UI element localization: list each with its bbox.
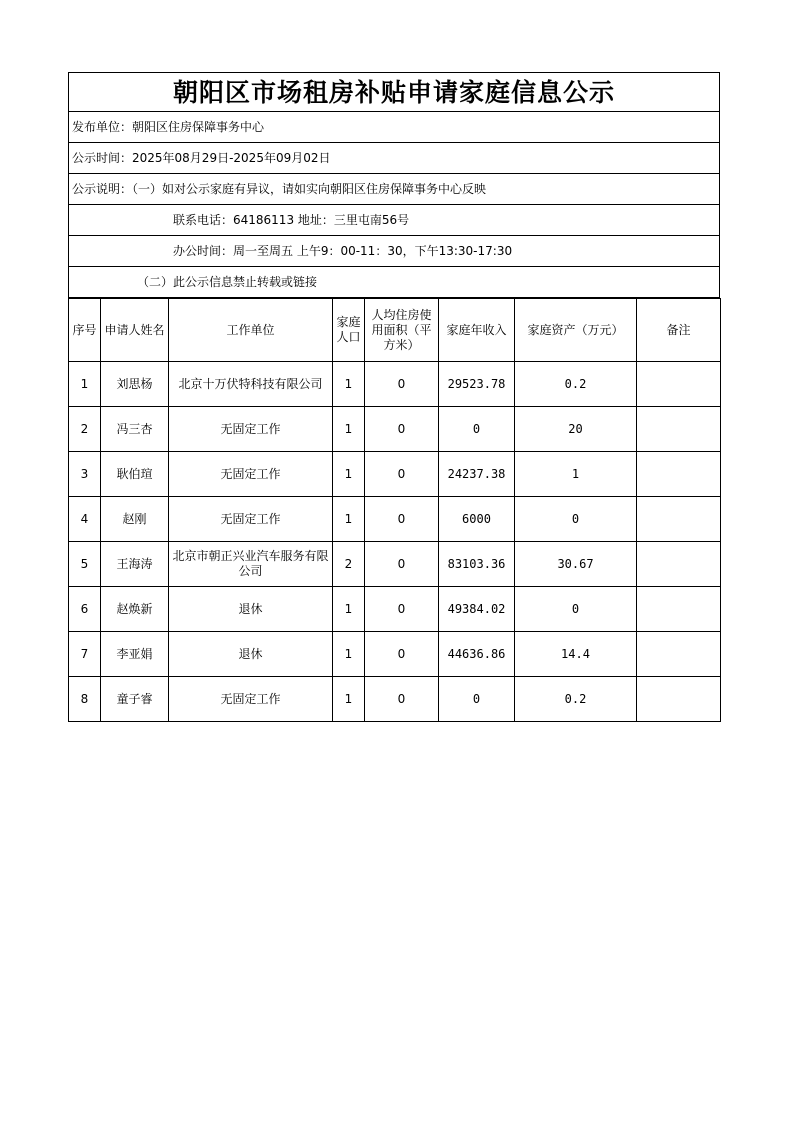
assets-cell: 20: [515, 407, 637, 452]
table-header-row: [69, 299, 721, 362]
employer-cell: 北京市朝正兴业汽车服务有限公司: [169, 542, 333, 587]
applicant-name-cell: 王海涛: [101, 542, 169, 587]
header-area-per-capita: 人均住房使用面积（平方米）: [365, 299, 439, 362]
income-cell: 29523.78: [439, 362, 515, 407]
income-cell: 44636.86: [439, 632, 515, 677]
household-size-cell: 1: [333, 362, 365, 407]
household-size-cell: 1: [333, 452, 365, 497]
announcement-sheet: [68, 72, 720, 722]
employer-cell: 无固定工作: [169, 452, 333, 497]
employer-cell: 退休: [169, 632, 333, 677]
remarks-cell: [637, 587, 721, 632]
header-applicant-name: 申请人姓名: [101, 299, 169, 362]
remarks-cell: [637, 677, 721, 722]
household-size-cell: 1: [333, 632, 365, 677]
index-cell: 5: [69, 542, 101, 587]
remarks-cell: [637, 362, 721, 407]
employer-cell: 退休: [169, 587, 333, 632]
income-cell: 6000: [439, 497, 515, 542]
index-cell: 6: [69, 587, 101, 632]
assets-cell: 30.67: [515, 542, 637, 587]
applicant-name-cell: 李亚娟: [101, 632, 169, 677]
index-cell: 3: [69, 452, 101, 497]
table-row: [69, 497, 721, 542]
index-cell: 7: [69, 632, 101, 677]
area-cell: 0: [365, 677, 439, 722]
period-line: 公示时间：2025年08月29日-2025年09月02日: [68, 143, 720, 174]
income-cell: 0: [439, 407, 515, 452]
header-household-assets: 家庭资产（万元）: [515, 299, 637, 362]
applicant-name-cell: 刘思杨: [101, 362, 169, 407]
area-cell: 0: [365, 632, 439, 677]
employer-cell: 无固定工作: [169, 677, 333, 722]
applicant-table: [68, 298, 721, 722]
household-size-cell: 1: [333, 497, 365, 542]
index-cell: 4: [69, 497, 101, 542]
assets-cell: 0.2: [515, 362, 637, 407]
index-cell: 2: [69, 407, 101, 452]
income-cell: 83103.36: [439, 542, 515, 587]
remarks-cell: [637, 542, 721, 587]
area-cell: 0: [365, 497, 439, 542]
employer-cell: 无固定工作: [169, 407, 333, 452]
table-row: [69, 542, 721, 587]
office-hours-line: 办公时间：周一至周五 上午9：00-11：30，下午13:30-17:30: [68, 236, 720, 267]
remarks-cell: [637, 497, 721, 542]
applicant-name-cell: 童子睿: [101, 677, 169, 722]
header-annual-income: 家庭年收入: [439, 299, 515, 362]
income-cell: 49384.02: [439, 587, 515, 632]
assets-cell: 0.2: [515, 677, 637, 722]
applicant-name-cell: 赵焕新: [101, 587, 169, 632]
remarks-cell: [637, 632, 721, 677]
area-cell: 0: [365, 452, 439, 497]
applicant-name-cell: 冯三杏: [101, 407, 169, 452]
assets-cell: 14.4: [515, 632, 637, 677]
index-cell: 8: [69, 677, 101, 722]
remarks-cell: [637, 407, 721, 452]
income-cell: 24237.38: [439, 452, 515, 497]
table-body: [69, 362, 721, 722]
remarks-cell: [637, 452, 721, 497]
page-title: 朝阳区市场租房补贴申请家庭信息公示: [68, 72, 720, 112]
household-size-cell: 1: [333, 677, 365, 722]
table-row: [69, 632, 721, 677]
table-row: [69, 587, 721, 632]
employer-cell: 北京十万伏特科技有限公司: [169, 362, 333, 407]
applicant-name-cell: 耿伯瑄: [101, 452, 169, 497]
employer-cell: 无固定工作: [169, 497, 333, 542]
assets-cell: 1: [515, 452, 637, 497]
assets-cell: 0: [515, 587, 637, 632]
income-cell: 0: [439, 677, 515, 722]
household-size-cell: 1: [333, 407, 365, 452]
applicant-name-cell: 赵刚: [101, 497, 169, 542]
notes-line-1: 公示说明：（一）如对公示家庭有异议，请如实向朝阳区住房保障事务中心反映: [68, 174, 720, 205]
header-household-size: 家庭人口: [333, 299, 365, 362]
index-cell: 1: [69, 362, 101, 407]
table-row: [69, 407, 721, 452]
header-index: 序号: [69, 299, 101, 362]
publisher-line: 发布单位：朝阳区住房保障事务中心: [68, 112, 720, 143]
table-row: [69, 452, 721, 497]
notes-line-2: （二）此公示信息禁止转载或链接: [68, 267, 720, 298]
household-size-cell: 2: [333, 542, 365, 587]
header-employer: 工作单位: [169, 299, 333, 362]
area-cell: 0: [365, 587, 439, 632]
area-cell: 0: [365, 542, 439, 587]
header-remarks: 备注: [637, 299, 721, 362]
table-row: [69, 362, 721, 407]
assets-cell: 0: [515, 497, 637, 542]
household-size-cell: 1: [333, 587, 365, 632]
contact-line: 联系电话：64186113 地址：三里屯南56号: [68, 205, 720, 236]
area-cell: 0: [365, 407, 439, 452]
area-cell: 0: [365, 362, 439, 407]
table-row: [69, 677, 721, 722]
